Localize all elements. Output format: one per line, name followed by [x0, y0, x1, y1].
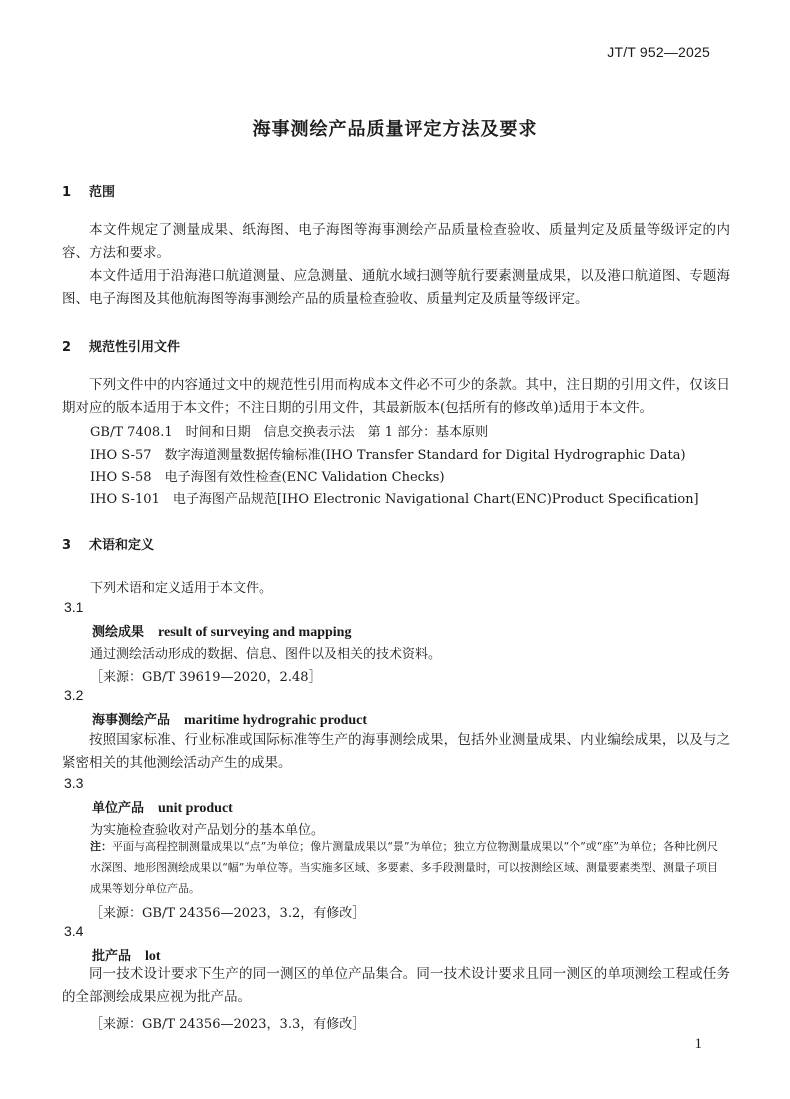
term-number: 3.1: [64, 599, 84, 615]
term-number: 3.3: [64, 775, 84, 791]
term-chinese: 测绘成果: [92, 625, 145, 640]
term-heading: [92, 621, 351, 641]
section-title: 范围: [89, 185, 116, 200]
term-chinese: 批产品: [92, 949, 132, 964]
paragraph: 本文件规定了测量成果、纸海图、电子海图等海事测绘产品质量检查验收、质量判定及质量等级评定的内容、方法和要求。: [62, 222, 730, 261]
term-chinese: 单位产品: [92, 801, 145, 816]
section-title: 规范性引用文件: [89, 340, 181, 355]
term-english: unit product: [158, 801, 233, 816]
term-chinese: 海事测绘产品: [92, 713, 171, 728]
section-number: 1: [62, 185, 72, 200]
section-number: 2: [62, 340, 72, 355]
reference-item: GB/T 7408.1 时间和日期 信息交换表示法 第 1 部分：基本原则: [90, 425, 489, 440]
term-note: [90, 836, 718, 899]
term-definition: 按照国家标准、行业标准或国际标准等生产的海事测绘成果，包括外业测量成果、内业编绘成果，以及与之紧密相关的其他测绘活动产生的成果。: [62, 732, 730, 771]
standard-code: JT/T 952—2025: [607, 44, 710, 60]
term-source: ［来源：GB/T 39619—2020，2.48］: [90, 670, 322, 685]
reference-item: IHO S-58 电子海图有效性检查(ENC Validation Checks): [90, 470, 445, 485]
section-intro: 下列术语和定义适用于本文件。: [90, 581, 273, 596]
term-source: ［来源：GB/T 24356—2023，3.3，有修改］: [90, 1017, 366, 1032]
paragraph: 本文件适用于沿海港口航道测量、应急测量、通航水域扫测等航行要素测量成果，以及港口航道图、专题海图、电子海图及其他航海图等海事测绘产品的质量检查验收、质量判定及质量等级评定。: [62, 268, 730, 307]
term-english: result of surveying and mapping: [158, 625, 352, 640]
section-heading: [62, 181, 115, 200]
section-number: 3: [62, 538, 72, 553]
reference-item: IHO S-101 电子海图产品规范[IHO Electronic Navigational Chart(ENC)Product Specification]: [90, 492, 699, 507]
term-heading: [92, 797, 233, 817]
term-number: 3.4: [64, 923, 84, 939]
section-heading: [62, 534, 154, 553]
note-label: 注：: [90, 840, 112, 853]
term-definition: 为实施检查验收对产品划分的基本单位。: [90, 823, 325, 838]
term-source: ［来源：GB/T 24356—2023，3.2，有修改］: [90, 906, 366, 921]
paragraph: 下列文件中的内容通过文中的规范性引用而构成本文件必不可少的条款。其中，注日期的引用文件，仅该日期对应的版本适用于本文件；不注日期的引用文件，其最新版本(包括所有的修改单)适用于本文件。: [62, 377, 730, 416]
section-heading: [62, 336, 180, 355]
page-number: 1: [694, 1036, 702, 1052]
section-title: 术语和定义: [89, 538, 155, 553]
term-definition: 通过测绘活动形成的数据、信息、图件以及相关的技术资料。: [90, 647, 442, 662]
reference-item: IHO S-57 数字海道测量数据传输标准(IHO Transfer Standard for Digital Hydrographic Data): [90, 448, 686, 463]
document-title: 海事测绘产品质量评定方法及要求: [252, 119, 538, 140]
term-english: lot: [145, 949, 161, 964]
note-text: 平面与高程控制测量成果以“点”为单位；像片测量成果以“景”为单位；独立方位物测量成果以“个”或“座”为单位；各种比例尺水深图、地形图测绘成果以“幅”为单位等。当实施多区域、多要素、多手段测量时，可以按测绘区域、测量要素类型、测量子项目成果等划分单位产品。: [90, 840, 718, 895]
term-definition: 同一技术设计要求下生产的同一测区的单位产品集合。同一技术设计要求且同一测区的单项测绘工程或任务的全部测绘成果应视为批产品。: [62, 966, 730, 1005]
term-heading: [92, 945, 161, 965]
term-number: 3.2: [64, 687, 84, 703]
term-english: maritime hydrograhic product: [184, 713, 368, 728]
term-heading: [92, 709, 367, 729]
